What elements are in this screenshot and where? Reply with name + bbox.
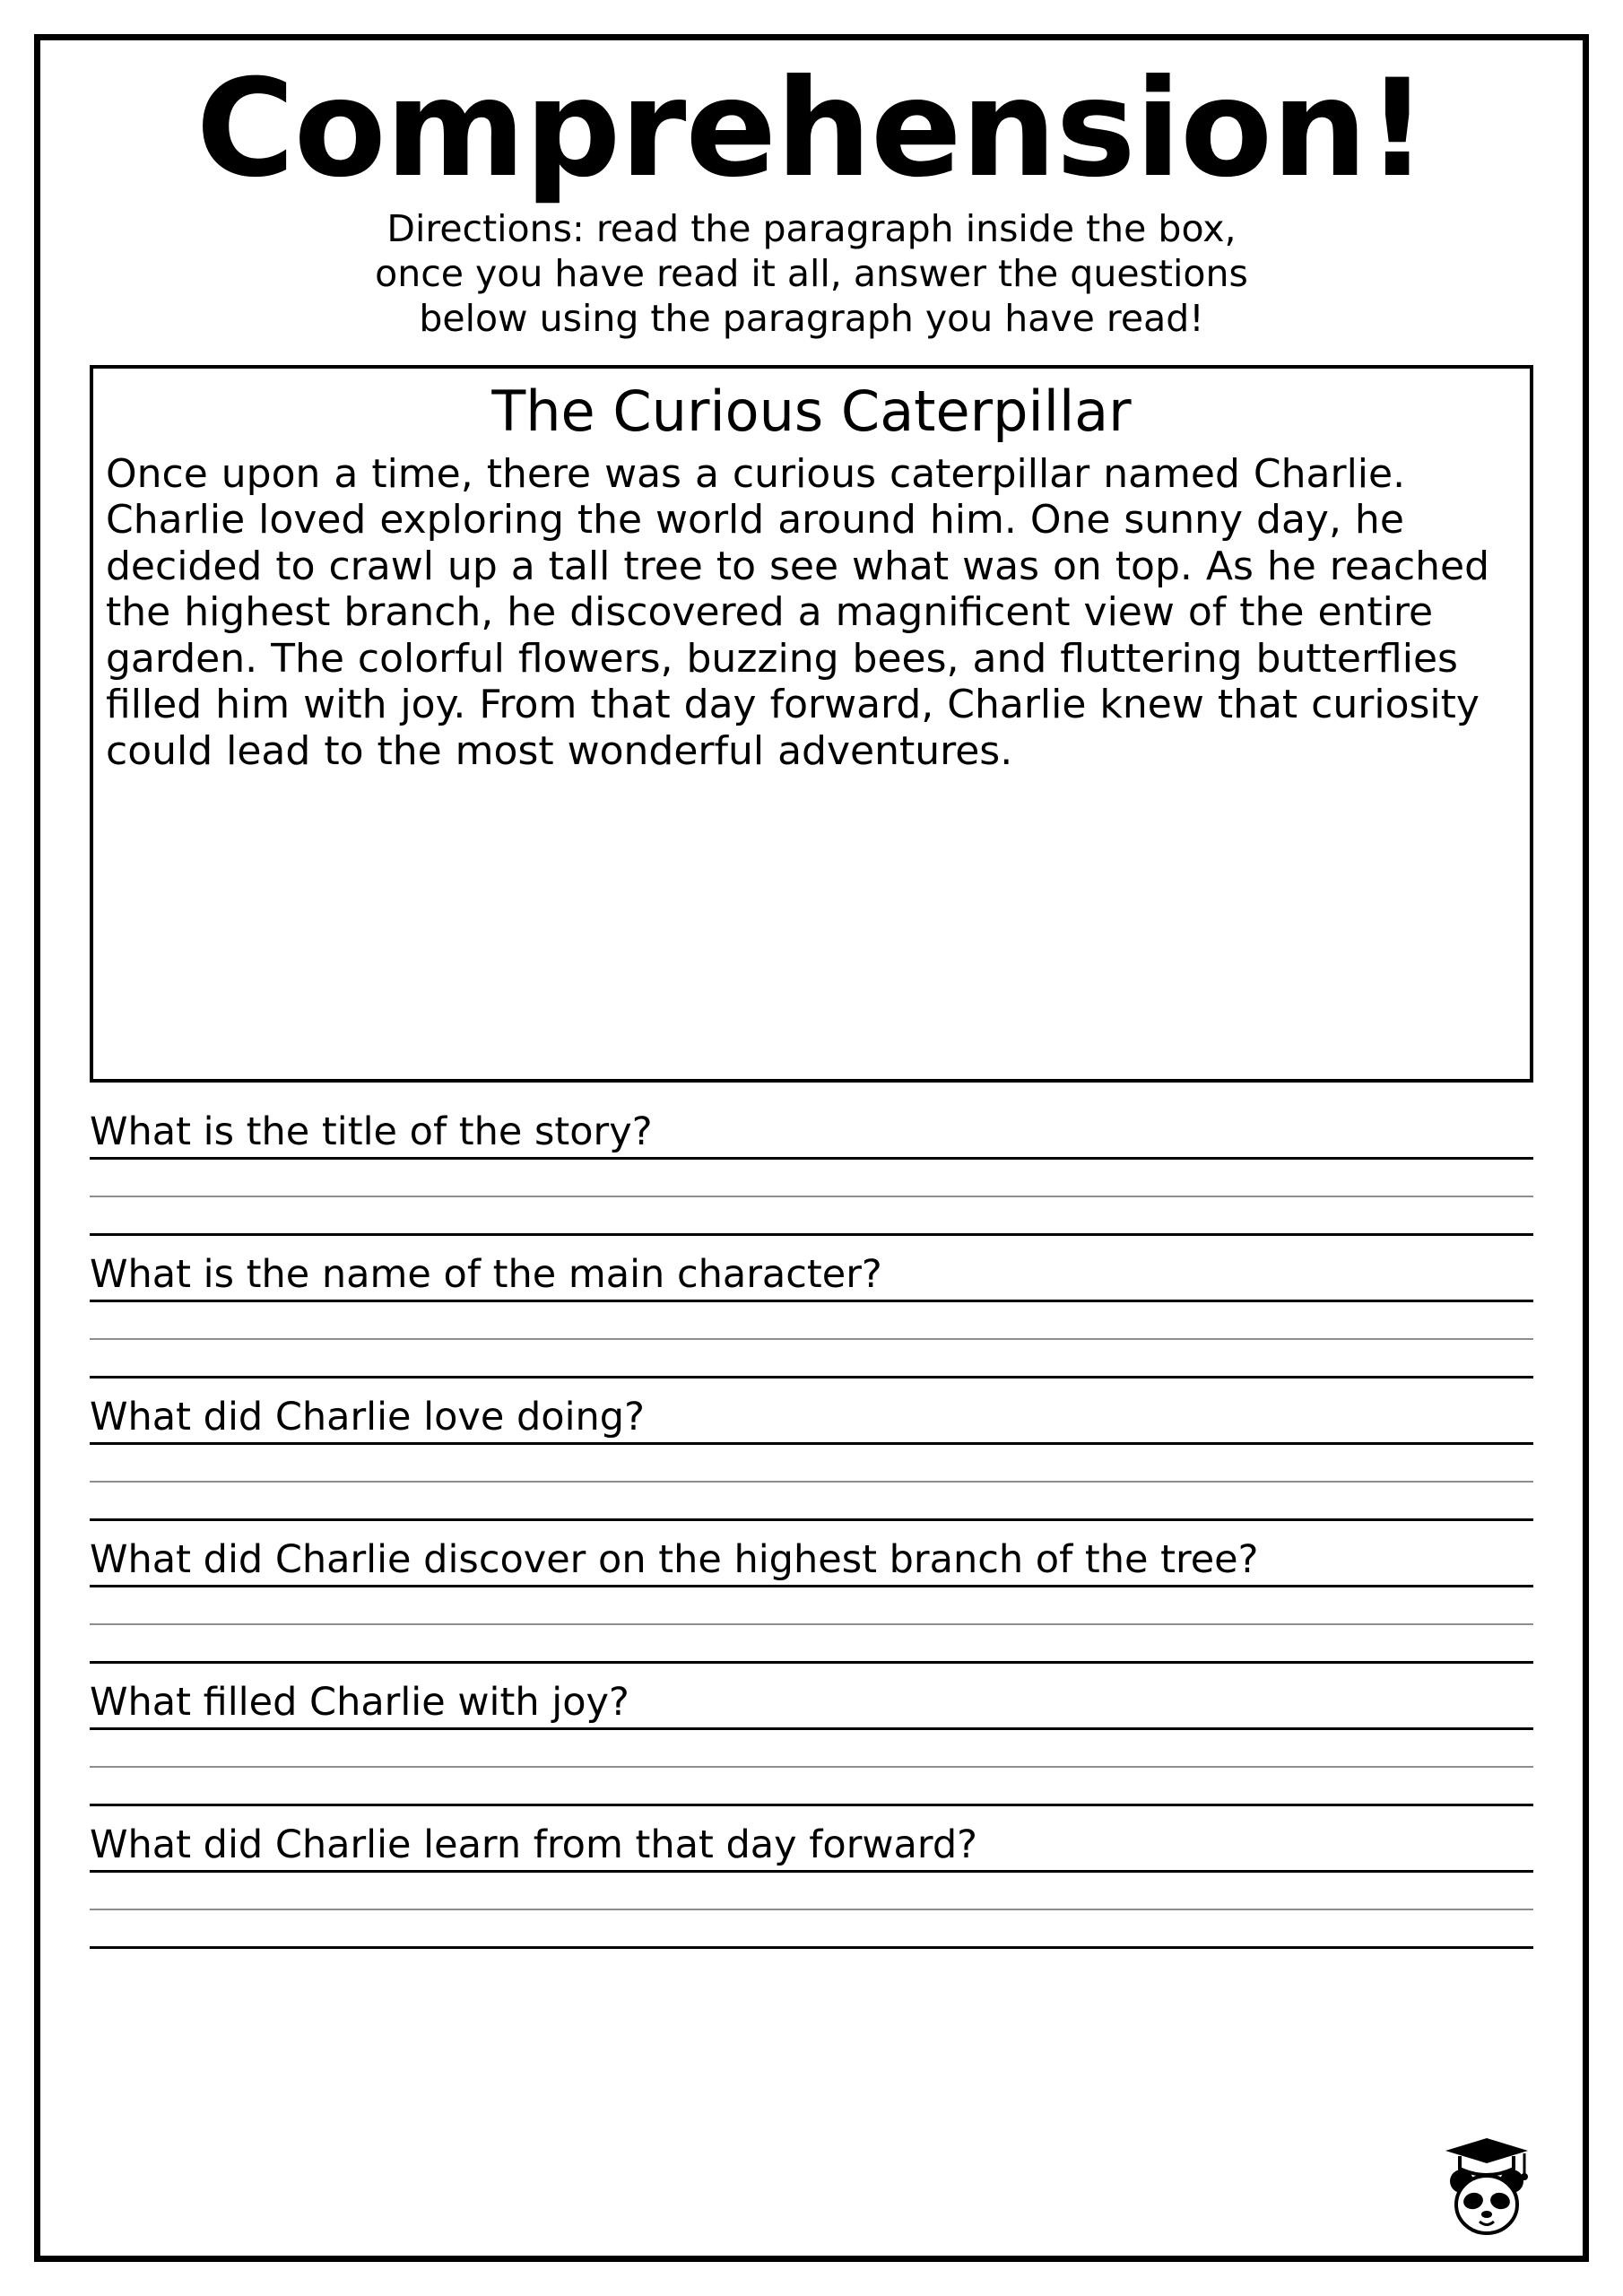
- answer-line[interactable]: [90, 1873, 1533, 1910]
- story-box: [90, 365, 1533, 1083]
- directions-block: [282, 206, 1341, 342]
- answer-line[interactable]: [90, 1160, 1533, 1197]
- answer-line[interactable]: [90, 1483, 1533, 1521]
- answer-line[interactable]: [90, 1445, 1533, 1483]
- question-text: What filled Charlie with joy?: [90, 1683, 1533, 1730]
- answer-line[interactable]: [90, 1625, 1533, 1664]
- directions-line-1: Directions: read the paragraph inside the box,: [386, 206, 1237, 250]
- panda-graduate-logo-icon: [1438, 2131, 1535, 2239]
- question-text: What is the name of the main character?: [90, 1256, 1533, 1302]
- question-block-2: [90, 1251, 1533, 1378]
- story-paragraph: Once upon a time, there was a curious caterpillar named Charlie. Charlie loved exploring the world around him. One sunny day, he decided to crawl up a tall tree to see what was on top. As he reached the highest branch, he discovered a magnificent view of the entire garden. The colorful flowers, buzzing bees, and fluttering butterflies filled him with joy. From that day forward, Charlie knew that curiosity could lead to the most wonderful adventures.: [106, 450, 1490, 774]
- answer-line[interactable]: [90, 1587, 1533, 1625]
- question-block-4: [90, 1536, 1533, 1664]
- question-block-5: [90, 1679, 1533, 1806]
- directions-line-2: once you have read it all, answer the questions: [375, 251, 1248, 295]
- answer-line[interactable]: [90, 1197, 1533, 1236]
- answer-line[interactable]: [90, 1910, 1533, 1949]
- question-block-6: [90, 1822, 1533, 1949]
- question-block-3: [90, 1394, 1533, 1521]
- questions-list: [90, 1109, 1533, 1949]
- question-text: What did Charlie love doing?: [90, 1398, 1533, 1445]
- story-title: The Curious Caterpillar: [491, 378, 1132, 444]
- directions-line-3: below using the paragraph you have read!: [419, 297, 1204, 341]
- question-text: What did Charlie learn from that day forward?: [90, 1826, 1533, 1873]
- page-title: Comprehension!: [195, 51, 1428, 207]
- question-text: What is the title of the story?: [90, 1113, 1533, 1160]
- answer-line[interactable]: [90, 1768, 1533, 1806]
- question-text: What did Charlie discover on the highest branch of the tree?: [90, 1541, 1533, 1587]
- answer-line[interactable]: [90, 1340, 1533, 1378]
- answer-line[interactable]: [90, 1730, 1533, 1768]
- answer-line[interactable]: [90, 1302, 1533, 1340]
- question-block-1: [90, 1109, 1533, 1236]
